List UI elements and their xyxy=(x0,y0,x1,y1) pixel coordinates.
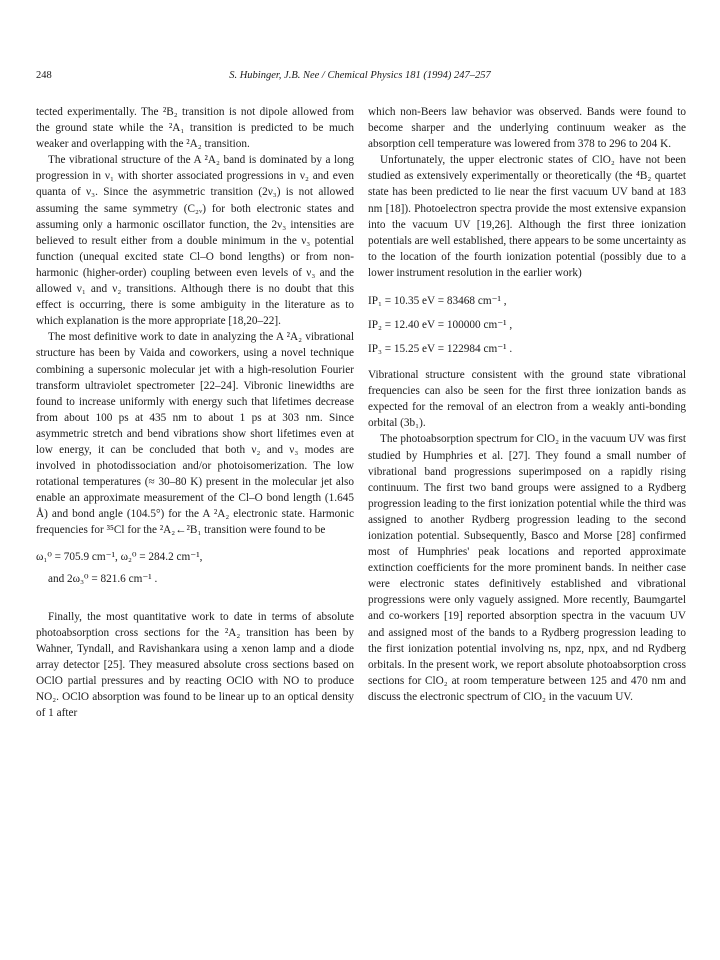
equation: IP₂ = 12.40 eV = 100000 cm⁻¹ , xyxy=(368,319,513,332)
paragraph: Vibrational structure consistent with the ground state vibrational frequencies can also be seen for the first three ionization bands as expected for the removal of an electron from a weakly anti-bonding orbital (3b₁). xyxy=(368,369,686,430)
equation: and 2ω₃⁰ = 821.6 cm⁻¹ . xyxy=(48,572,158,585)
equation: IP₁ = 10.35 eV = 83468 cm⁻¹ , xyxy=(368,295,507,308)
equation: IP₃ = 15.25 eV = 122984 cm⁻¹ . xyxy=(368,343,513,356)
page-header xyxy=(36,70,684,86)
paragraph: The photoabsorption spectrum for ClO₂ in the vacuum UV was first studied by Humphries et al. [27]. They found a small number of vibrational band progressions superimposed on a rapidly rising continuum. The first two band groups were assigned to a Rydberg progression leading to the first ionization potential while the third was assigned to another Rydberg progression leading to the second ionization potential. Subsequently, Basco and Morse [28] confirmed most of Humphries' peak locations and reported approximate extinction coefficients for the more prominent bands. In neither case were electronic states definitively established and vibrational progressions were only vaguely assigned. More recently, Baumgartel and co-workers [19] reported absorption spectra in the vacuum UV and assigned most of the bands to a Rydberg progression leading to the first ionization potential involving ns, npz, npx, and nd Rydberg orbitals. In the present work, we report absolute photoabsorption cross sections for ClO₂ at room temperature between 125 and 470 nm and discuss the electronic spectrum of ClO₂ in the vacuum UV. xyxy=(368,433,686,703)
equation: ω₁⁰ = 705.9 cm⁻¹, ω₂⁰ = 284.2 cm⁻¹, xyxy=(36,550,203,563)
paragraph: The most definitive work to date in analyzing the A ²A₂ vibrational structure has been by Vaida and coworkers, using a novel technique combining a supersonic molecular jet with a high-resolution Fourier transform ultraviolet spectrometer [22–24]. Vibronic linewidths are found to increase uniformly with energy such that lifetimes decrease from about 100 ps at 435 nm to about 1 ps at 303 nm. Since asymmetric stretch and bend vibrations show short lifetimes even at low energy, it can be concluded that both ν₂ and ν₃ modes are involved in photodissociation and/or photoisomerization. The low rotational temperatures (≈ 30–80 K) present in the molecular jet also enable an approximate measurement of the Cl–O bond length (1.645 Å) and bond angle (104.5°) for the A ²A₂ electronic state. Harmonic frequencies for ³⁵Cl for the ²A₂←²B₁ transition were found to be xyxy=(36,331,354,537)
paragraph: The vibrational structure of the A ²A₂ band is dominated by a long progression in ν₁ with shorter associated progressions in ν₂ and even quanta of ν₃. Since the asymmetric transition (2ν₃) is not allowed assuming the same symmetry (C₂ᵥ) for both electronic states and assuming only a harmonic oscillator function, the 2ν₃ intensities are believed to result either from a double minimum in the ν₃ potential function (unequal excited state Cl–O bond lengths) or from non-harmonic (higher-order) coupling between even levels of ν₃ and the allowed ν₁ and ν₂ transitions. Although there is no doubt that this effect is occurring, there is some ambiguity in the literature as to which explanation is the more appropriate [18,20–22]. xyxy=(36,154,354,328)
ionization-potential-list xyxy=(368,293,686,357)
paragraph: Finally, the most quantitative work to date in terms of absolute photoabsorption cross sections for the ²A₂ transition has been by Wahner, Tyndall, and Ravishankara using a xenon lamp and a diode array detector [25]. They measured absolute cross sections based on OClO partial pressures and by reacting OClO with NO to produce NO₂. OClO absorption was found to be linear up to an optical density of 1 after xyxy=(36,610,354,720)
paragraph: Unfortunately, the upper electronic states of ClO₂ have not been studied as extensively experimentally or theoretically (the ⁴B₂ quartet state has been predicted to lie near the first vacuum UV band at 183 nm [18]). Photoelectron spectra provide the most extensive expansion into the vacuum UV [19,26]. Although the first three ionization potentials are well established, there appears to be some uncertainty as to the location of the fourth ionization potential (possibly due to a lower instrument resolution in the earlier work) xyxy=(368,154,686,279)
page-number: 248 xyxy=(36,70,52,81)
equation-block xyxy=(36,549,354,593)
right-column xyxy=(368,104,686,705)
paragraph: which non-Beers law behavior was observed. Bands were found to become sharper and the underlying continuum weaker as the absorption cell temperature was lowered from 378 to 296 to 204 K. xyxy=(368,106,686,151)
left-column xyxy=(36,104,354,721)
running-head: S. Hubinger, J.B. Nee / Chemical Physics 181 (1994) 247–257 xyxy=(229,70,491,81)
paragraph: tected experimentally. The ²B₂ transition is not dipole allowed from the ground state while the ²A₁ transition is predicted to be much weaker and overlapping with the ²A₂ transition. xyxy=(36,106,354,151)
